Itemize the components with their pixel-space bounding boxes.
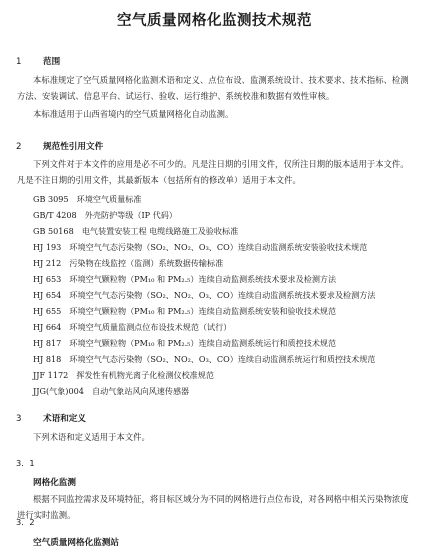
section-2-heading [16,140,103,152]
term-3-2-title: 空气质量网格化监测站 [33,538,119,548]
reference-item: JJF 1172 挥发性有机物光离子化检测仪校准规范 [33,370,214,380]
section-1-title: 范围 [43,57,61,67]
term-3-1-definition: 根据不同监控需求及环境特征，将目标区域分为不同的网格进行点位布设，对各网格中相关污染物浓度进行实时监测。 [17,494,409,520]
term-3-2-number: 3．2 [16,517,35,527]
section-3-number: 3 [16,414,22,424]
reference-item: HJ 664 环境空气质量监测点位布设技术规范（试行） [33,322,232,332]
reference-item: HJ 817 环境空气颗粒物（PM₁₀ 和 PM₂.₅）连续自动监测系统运行和质控技术规范 [33,338,337,348]
reference-item: HJ 653 环境空气颗粒物（PM₁₀ 和 PM₂.₅）连续自动监测系统技术要求及检测方法 [33,274,337,284]
reference-item: HJ 818 环境空气气态污染物（SO₂、NO₂、O₃、CO）连续自动监测系统运行和质控技术规范 [33,354,376,364]
term-3-1-number: 3．1 [16,458,35,468]
document-title: 空气质量网格化监测技术规范 [117,13,312,29]
section-3-heading [16,412,86,424]
section-3-title: 术语和定义 [43,414,86,424]
term-3-1-title: 网格化监测 [33,478,76,488]
section-1-paragraph-1: 本标准规定了空气质量网格化监测术语和定义、点位布设、监测系统设计、技术要求、技术指标、检测方法、安装调试、信息平台、试运行、验收、运行维护、系统校准和数据有效性审核。 [17,75,409,101]
section-1-paragraph-2: 本标准适用于山西省境内的空气质量网格化自动监测。 [33,109,234,119]
section-3-paragraph-1: 下列术语和定义适用于本文件。 [33,432,150,442]
reference-item: HJ 193 环境空气气态污染物（SO₂、NO₂、O₃、CO）连续自动监测系统安装验收技术规范 [33,242,368,252]
section-2-title: 规范性引用文件 [43,142,104,152]
reference-item: GB 50168 电气装置安装工程 电缆线路施工及验收标准 [33,226,239,236]
reference-item: JJG(气象)004 自动气象站风向风速传感器 [33,386,190,396]
reference-item: HJ 654 环境空气气态污染物（SO₂、NO₂、O₃、CO）连续自动监测系统技术要求及检测方法 [33,290,376,300]
reference-item: GB/T 4208 外壳防护等级（IP 代码） [33,210,177,220]
section-2-paragraph-1: 下列文件对于本文件的应用是必不可少的。凡是注日期的引用文件，仅所注日期的版本适用于本文件。凡是不注日期的引用文件，其最新版本（包括所有的修改单）适用于本文件。 [17,159,409,185]
reference-item: GB 3095 环境空气质量标准 [33,194,142,204]
reference-item: HJ 655 环境空气颗粒物（PM₁₀ 和 PM₂.₅）连续自动监测系统安装和验收技术规范 [33,306,337,316]
section-2-number: 2 [16,142,22,152]
reference-item: HJ 212 污染物在线监控（监测）系统数据传输标准 [33,258,224,268]
section-1-heading [16,55,60,67]
section-1-number: 1 [16,57,22,67]
